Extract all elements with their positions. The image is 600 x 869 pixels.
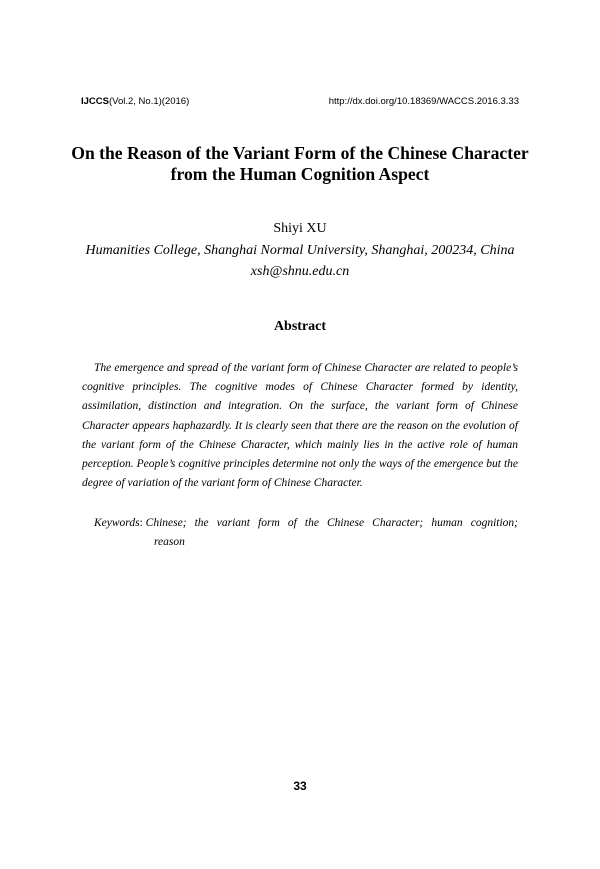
running-header [81,96,519,107]
keywords-line-1: Chinese; the variant form of the Chinese Character; human cognition; [145,517,518,529]
abstract-heading: Abstract [273,319,327,334]
title-line-2: from the Human Cognition Aspect [170,164,430,184]
journal-abbr: IJCCS [81,96,109,107]
title-line-1: On the Reason of the Variant Form of the Chinese Character [71,143,529,163]
page-number: 33 [293,779,307,793]
keywords-line-2: reason [154,536,185,549]
author-name: Shiyi XU [273,221,327,236]
author-affiliation-block [40,240,560,282]
paper-title [40,143,560,185]
abstract-text: The emergence and spread of the variant form of Chinese Character are related to people’s cognitive principles. The cognitive modes of Chinese Character formed by identity, assimilation, distinction and integration. On the surface, the variant form of Chinese Character appears haphazardly. It is clearly seen that there are the reason on the evolution of the variant form of the Chinese Character, which mainly lies in the active role of human perception. People’s cognitive principles determine not only the ways of the emergence but the degree of variation of the variant form of Chinese Character. [82,362,518,490]
journal-issue: (Vol.2, No.1)(2016) [108,96,190,107]
keywords-label-text: Keywords [94,517,140,529]
journal-info [81,96,189,107]
doi-link[interactable]: http://dx.doi.org/10.18369/WACCS.2016.3.33 [328,96,519,107]
email[interactable]: xsh@shnu.edu.cn [250,264,350,279]
affiliation: Humanities College, Shanghai Normal University, Shanghai, 200234, China [85,243,515,258]
keywords-label: Keywords: [94,517,146,529]
keywords-block [94,514,518,552]
